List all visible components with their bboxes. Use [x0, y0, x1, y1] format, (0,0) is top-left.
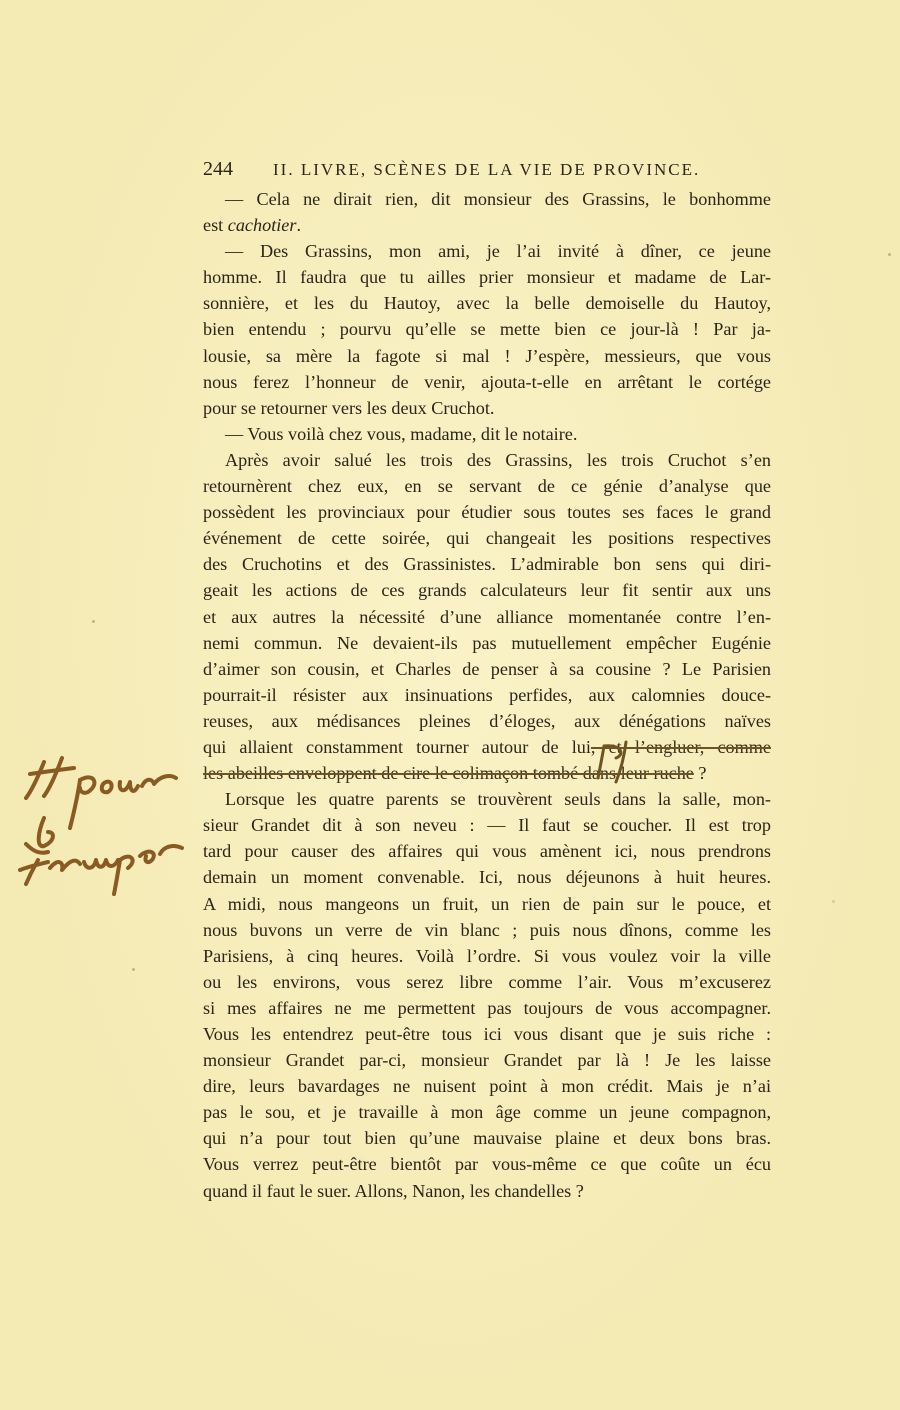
struck-text: les abeilles enveloppent de cire le colimaçon tombé dans leur ruche — [203, 763, 694, 784]
text-line: — Cela ne dirait rien, dit monsieur des Grassins, le bonhomme — [225, 189, 771, 209]
text-line: pour se retourner vers les deux Cruchot. — [203, 397, 495, 418]
text-line: homme. Il faudra que tu ailles prier monsieur et madame de Lar- — [203, 267, 771, 288]
italic-text: cachotier — [227, 215, 297, 236]
text-line: sieur Grandet dit à son neveu : — Il faut se coucher. Il est trop — [203, 815, 771, 836]
text-line: bien entendu ; pourvu qu’elle se mette bien ce jour-là ! Par ja- — [203, 319, 771, 340]
text-line: d’aimer son cousin, et Charles de penser à sa cousine ? Le Parisien — [203, 658, 771, 679]
text-fragment: . — [296, 215, 301, 236]
text-line: événement de cette soirée, qui changeait les positions respectives — [203, 528, 771, 549]
text-fragment: est — [203, 215, 228, 236]
text-line: Parisiens, à cinq heures. Voilà l’ordre. Si vous voulez voir la ville — [203, 945, 771, 966]
text-line: reuses, aux médisances pleines d’éloges, aux dénégations naïves — [203, 710, 771, 731]
text-line — [203, 212, 771, 238]
text-line: — Des Grassins, mon ami, je l’ai invité à dîner, ce jeune — [225, 241, 771, 262]
text-line: demain un moment convenable. Ici, nous déjeunons à huit heures. — [203, 867, 771, 888]
text-line: et aux autres la nécessité d’une alliance momentanée contre l’en- — [203, 606, 771, 627]
text-line: quand il faut le suer. Allons, Nanon, les chandelles ? — [203, 1180, 584, 1201]
text-line: qui n’a pour tout bien qu’une mauvaise plaine et deux bons bras. — [203, 1128, 771, 1149]
text-line: lousie, sa mère la fagote si mal ! J’espère, messieurs, que vous — [203, 345, 771, 366]
running-header — [203, 158, 773, 184]
text-line: retournèrent chez eux, en se servant de ce génie d’analyse que — [203, 476, 771, 497]
struck-text: , et l’engluer, comme — [590, 736, 772, 757]
text-line: nous ferez l’honneur de venir, ajouta-t-elle en arrêtant le cortége — [203, 371, 771, 392]
text-line: nous buvons un verre de vin blanc ; puis nous dînons, comme les — [203, 919, 771, 940]
text-line: monsieur Grandet par-ci, monsieur Grandet par là ! Je les laisse — [203, 1050, 771, 1071]
running-title: II. LIVRE, SCÈNES DE LA VIE DE PROVINCE. — [273, 160, 701, 179]
text-line: Lorsque les quatre parents se trouvèrent seuls dans la salle, mon- — [225, 789, 771, 810]
text-line: nemi commun. Ne devaient-ils pas mutuellement empêcher Eugénie — [203, 632, 771, 653]
text-line: Vous les entendrez peut-être tous ici vous disant que je suis riche : — [203, 1024, 771, 1044]
page-number: 244 — [203, 158, 233, 180]
handwriting-icon — [14, 752, 194, 902]
text-line: si mes affaires ne me permettent pas toujours de vous accompagner. — [203, 997, 771, 1018]
text-line: des Cruchotins et des Grassinistes. L’admirable bon sens qui diri- — [203, 554, 771, 575]
text-line: pas le sou, et je travaille à mon âge comme un jeune compagnon, — [203, 1102, 771, 1123]
text-line: tard pour causer des affaires qui vous amènent ici, nous prendrons — [203, 841, 771, 862]
text-line: Après avoir salué les trois des Grassins, les trois Cruchot s’en — [225, 449, 771, 470]
text-fragment: qui allaient constamment tourner autour de lui — [203, 736, 591, 757]
text-line: pourrait-il résister aux insinuations perfides, aux calomnies douce- — [203, 684, 771, 705]
text-line: possèdent les provinciaux pour étudier sous toutes ses faces le grand — [203, 502, 771, 523]
text-line: sonnière, et les du Hautoy, avec la belle demoiselle du Hautoy, — [203, 293, 771, 314]
insertion-mark-icon — [590, 738, 790, 788]
text-line: ou les environs, vous serez libre comme l’air. Vous m’excuserez — [203, 971, 771, 992]
body-text — [203, 186, 771, 1204]
text-line: dire, leurs bavardages ne nuisent point à mon crédit. Mais je n’ai — [203, 1076, 771, 1097]
text-fragment: ? — [693, 763, 707, 784]
text-line: — Vous voilà chez vous, madame, dit le notaire. — [225, 423, 578, 444]
text-line: A midi, nous mangeons un fruit, un rien de pain sur le pouce, et — [203, 893, 771, 914]
handwritten-annotation — [14, 752, 194, 902]
text-line: Vous verrez peut-être bientôt par vous-même ce que coûte un écu — [203, 1154, 771, 1175]
text-line: geait les actions de ces grands calculateurs leur fit sentir aux uns — [203, 580, 771, 601]
